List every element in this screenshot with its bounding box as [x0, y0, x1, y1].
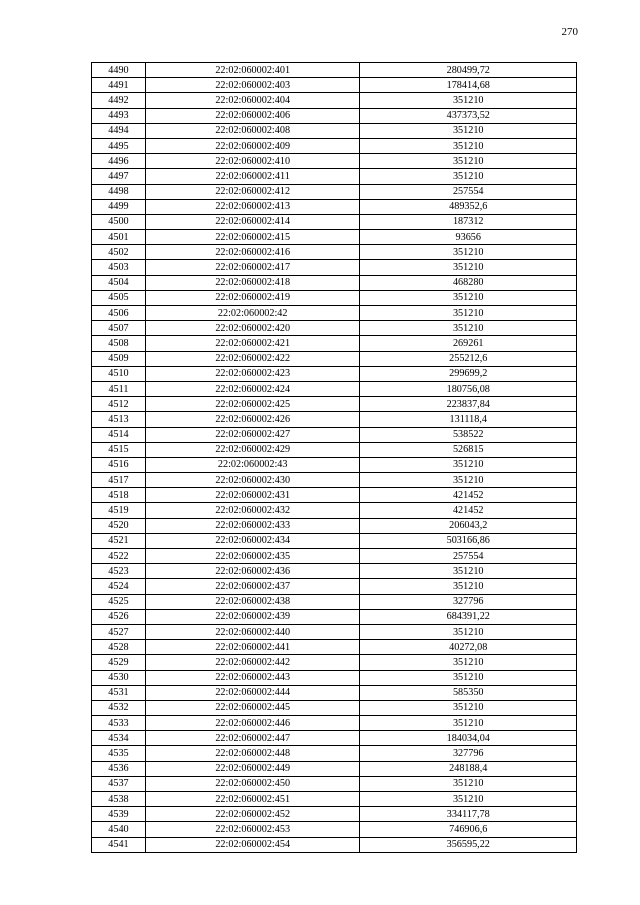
row-number-cell: 4509	[92, 351, 146, 366]
row-number-cell: 4538	[92, 792, 146, 807]
cadastral-number-cell: 22:02:060002:422	[145, 351, 360, 366]
table-row	[92, 275, 577, 290]
cadastral-value-cell: 178414,68	[360, 78, 577, 93]
cadastral-number-cell: 22:02:060002:438	[145, 594, 360, 609]
cadastral-number-cell: 22:02:060002:448	[145, 746, 360, 761]
cadastral-number-cell: 22:02:060002:429	[145, 442, 360, 457]
row-number-cell: 4497	[92, 169, 146, 184]
table-row	[92, 761, 577, 776]
cadastral-value-cell: 351210	[360, 624, 577, 639]
row-number-cell: 4526	[92, 609, 146, 624]
cadastral-value-cell: 269261	[360, 336, 577, 351]
cadastral-value-cell: 351210	[360, 473, 577, 488]
table-row	[92, 700, 577, 715]
cadastral-value-cell: 351210	[360, 154, 577, 169]
cadastral-value-cell: 351210	[360, 457, 577, 472]
row-number-cell: 4523	[92, 564, 146, 579]
cadastral-number-cell: 22:02:060002:431	[145, 488, 360, 503]
cadastral-value-cell: 351210	[360, 321, 577, 336]
table-row	[92, 518, 577, 533]
cadastral-number-cell: 22:02:060002:433	[145, 518, 360, 533]
row-number-cell: 4520	[92, 518, 146, 533]
cadastral-number-cell: 22:02:060002:420	[145, 321, 360, 336]
table-row	[92, 685, 577, 700]
row-number-cell: 4498	[92, 184, 146, 199]
cadastral-value-cell: 684391,22	[360, 609, 577, 624]
table-row	[92, 366, 577, 381]
cadastral-number-cell: 22:02:060002:430	[145, 473, 360, 488]
cadastral-number-cell: 22:02:060002:434	[145, 533, 360, 548]
row-number-cell: 4516	[92, 457, 146, 472]
cadastral-number-cell: 22:02:060002:412	[145, 184, 360, 199]
row-number-cell: 4533	[92, 716, 146, 731]
row-number-cell: 4506	[92, 306, 146, 321]
table-row	[92, 290, 577, 305]
page-number: 270	[561, 26, 578, 38]
table-row	[92, 381, 577, 396]
cadastral-value-cell: 351210	[360, 169, 577, 184]
table-row	[92, 807, 577, 822]
table-row	[92, 442, 577, 457]
row-number-cell: 4491	[92, 78, 146, 93]
cadastral-number-cell: 22:02:060002:453	[145, 822, 360, 837]
table-row	[92, 473, 577, 488]
cadastral-value-cell: 351210	[360, 260, 577, 275]
table-row	[92, 245, 577, 260]
cadastral-number-cell: 22:02:060002:401	[145, 63, 360, 78]
row-number-cell: 4496	[92, 154, 146, 169]
cadastral-number-cell: 22:02:060002:424	[145, 381, 360, 396]
cadastral-number-cell: 22:02:060002:416	[145, 245, 360, 260]
row-number-cell: 4522	[92, 549, 146, 564]
row-number-cell: 4499	[92, 199, 146, 214]
table-row	[92, 93, 577, 108]
table-row	[92, 306, 577, 321]
cadastral-value-cell: 257554	[360, 549, 577, 564]
table-row	[92, 731, 577, 746]
cadastral-number-cell: 22:02:060002:446	[145, 716, 360, 731]
cadastral-number-cell: 22:02:060002:437	[145, 579, 360, 594]
table-row	[92, 214, 577, 229]
table-row	[92, 533, 577, 548]
cadastral-value-cell: 327796	[360, 746, 577, 761]
table-row	[92, 123, 577, 138]
cadastral-value-cell: 351210	[360, 290, 577, 305]
cadastral-value-cell: 40272,08	[360, 640, 577, 655]
table-row	[92, 503, 577, 518]
table-row	[92, 655, 577, 670]
cadastral-number-cell: 22:02:060002:423	[145, 366, 360, 381]
row-number-cell: 4508	[92, 336, 146, 351]
cadastral-value-cell: 351210	[360, 564, 577, 579]
cadastral-number-cell: 22:02:060002:409	[145, 138, 360, 153]
cadastral-value-cell: 351210	[360, 306, 577, 321]
cadastral-number-cell: 22:02:060002:449	[145, 761, 360, 776]
row-number-cell: 4517	[92, 473, 146, 488]
table-row	[92, 351, 577, 366]
cadastral-value-cell: 351210	[360, 792, 577, 807]
cadastral-number-cell: 22:02:060002:432	[145, 503, 360, 518]
cadastral-number-cell: 22:02:060002:421	[145, 336, 360, 351]
table-row	[92, 822, 577, 837]
cadastral-number-cell: 22:02:060002:410	[145, 154, 360, 169]
cadastral-value-cell: 356595,22	[360, 837, 577, 852]
row-number-cell: 4531	[92, 685, 146, 700]
cadastral-value-cell: 351210	[360, 245, 577, 260]
cadastral-value-cell: 526815	[360, 442, 577, 457]
row-number-cell: 4490	[92, 63, 146, 78]
row-number-cell: 4501	[92, 230, 146, 245]
cadastral-value-cell: 351210	[360, 670, 577, 685]
table-row	[92, 154, 577, 169]
cadastral-value-cell: 334117,78	[360, 807, 577, 822]
row-number-cell: 4525	[92, 594, 146, 609]
table-row	[92, 63, 577, 78]
cadastral-value-cell: 223837,84	[360, 397, 577, 412]
row-number-cell: 4503	[92, 260, 146, 275]
cadastral-value-cell: 299699,2	[360, 366, 577, 381]
row-number-cell: 4540	[92, 822, 146, 837]
row-number-cell: 4535	[92, 746, 146, 761]
row-number-cell: 4532	[92, 700, 146, 715]
row-number-cell: 4530	[92, 670, 146, 685]
row-number-cell: 4514	[92, 427, 146, 442]
cadastral-number-cell: 22:02:060002:413	[145, 199, 360, 214]
table-row	[92, 776, 577, 791]
cadastral-value-cell: 248188,4	[360, 761, 577, 776]
table-row	[92, 412, 577, 427]
table-row	[92, 199, 577, 214]
row-number-cell: 4519	[92, 503, 146, 518]
cadastral-number-cell: 22:02:060002:440	[145, 624, 360, 639]
table-row	[92, 549, 577, 564]
cadastral-number-cell: 22:02:060002:439	[145, 609, 360, 624]
cadastral-value-table	[91, 62, 577, 853]
table-row	[92, 260, 577, 275]
cadastral-number-cell: 22:02:060002:414	[145, 214, 360, 229]
table-row	[92, 184, 577, 199]
cadastral-value-cell: 489352,6	[360, 199, 577, 214]
cadastral-number-cell: 22:02:060002:447	[145, 731, 360, 746]
cadastral-number-cell: 22:02:060002:444	[145, 685, 360, 700]
cadastral-value-cell: 421452	[360, 488, 577, 503]
cadastral-number-cell: 22:02:060002:425	[145, 397, 360, 412]
table-row	[92, 78, 577, 93]
table-row	[92, 457, 577, 472]
row-number-cell: 4536	[92, 761, 146, 776]
cadastral-value-cell: 351210	[360, 123, 577, 138]
table-row	[92, 594, 577, 609]
cadastral-value-cell: 538522	[360, 427, 577, 442]
cadastral-number-cell: 22:02:060002:42	[145, 306, 360, 321]
table-row	[92, 488, 577, 503]
table-row	[92, 746, 577, 761]
cadastral-value-cell: 351210	[360, 776, 577, 791]
row-number-cell: 4507	[92, 321, 146, 336]
cadastral-number-cell: 22:02:060002:443	[145, 670, 360, 685]
table-row	[92, 138, 577, 153]
table-row	[92, 427, 577, 442]
row-number-cell: 4527	[92, 624, 146, 639]
cadastral-value-cell: 180756,08	[360, 381, 577, 396]
cadastral-value-cell: 351210	[360, 138, 577, 153]
row-number-cell: 4537	[92, 776, 146, 791]
table-row	[92, 579, 577, 594]
cadastral-value-cell: 351210	[360, 655, 577, 670]
cadastral-number-cell: 22:02:060002:417	[145, 260, 360, 275]
cadastral-number-cell: 22:02:060002:452	[145, 807, 360, 822]
row-number-cell: 4511	[92, 381, 146, 396]
table-row	[92, 624, 577, 639]
row-number-cell: 4492	[92, 93, 146, 108]
cadastral-number-cell: 22:02:060002:436	[145, 564, 360, 579]
cadastral-value-cell: 421452	[360, 503, 577, 518]
table-row	[92, 336, 577, 351]
table-row	[92, 108, 577, 123]
cadastral-value-cell: 184034,04	[360, 731, 577, 746]
cadastral-number-cell: 22:02:060002:415	[145, 230, 360, 245]
cadastral-number-cell: 22:02:060002:450	[145, 776, 360, 791]
cadastral-value-cell: 351210	[360, 579, 577, 594]
cadastral-value-cell: 351210	[360, 700, 577, 715]
row-number-cell: 4528	[92, 640, 146, 655]
cadastral-value-cell: 255212,6	[360, 351, 577, 366]
row-number-cell: 4504	[92, 275, 146, 290]
row-number-cell: 4500	[92, 214, 146, 229]
cadastral-number-cell: 22:02:060002:411	[145, 169, 360, 184]
cadastral-value-cell: 280499,72	[360, 63, 577, 78]
row-number-cell: 4510	[92, 366, 146, 381]
row-number-cell: 4529	[92, 655, 146, 670]
cadastral-number-cell: 22:02:060002:427	[145, 427, 360, 442]
row-number-cell: 4518	[92, 488, 146, 503]
row-number-cell: 4521	[92, 533, 146, 548]
cadastral-number-cell: 22:02:060002:403	[145, 78, 360, 93]
cadastral-number-cell: 22:02:060002:404	[145, 93, 360, 108]
cadastral-number-cell: 22:02:060002:435	[145, 549, 360, 564]
row-number-cell: 4505	[92, 290, 146, 305]
table-row	[92, 321, 577, 336]
row-number-cell: 4512	[92, 397, 146, 412]
row-number-cell: 4494	[92, 123, 146, 138]
cadastral-number-cell: 22:02:060002:445	[145, 700, 360, 715]
row-number-cell: 4513	[92, 412, 146, 427]
table-row	[92, 640, 577, 655]
cadastral-value-cell: 468280	[360, 275, 577, 290]
cadastral-value-cell: 187312	[360, 214, 577, 229]
table-row	[92, 716, 577, 731]
cadastral-number-cell: 22:02:060002:418	[145, 275, 360, 290]
cadastral-number-cell: 22:02:060002:419	[145, 290, 360, 305]
cadastral-value-cell: 351210	[360, 93, 577, 108]
cadastral-number-cell: 22:02:060002:454	[145, 837, 360, 852]
table-row	[92, 670, 577, 685]
row-number-cell: 4495	[92, 138, 146, 153]
cadastral-number-cell: 22:02:060002:406	[145, 108, 360, 123]
cadastral-number-cell: 22:02:060002:451	[145, 792, 360, 807]
table-row	[92, 792, 577, 807]
table-row	[92, 564, 577, 579]
row-number-cell: 4515	[92, 442, 146, 457]
table-body	[92, 63, 577, 853]
cadastral-value-cell: 93656	[360, 230, 577, 245]
cadastral-value-cell: 351210	[360, 716, 577, 731]
table-row	[92, 837, 577, 852]
table-row	[92, 230, 577, 245]
cadastral-value-cell: 437373,52	[360, 108, 577, 123]
cadastral-number-cell: 22:02:060002:442	[145, 655, 360, 670]
cadastral-value-cell: 257554	[360, 184, 577, 199]
table-row	[92, 609, 577, 624]
cadastral-value-cell: 585350	[360, 685, 577, 700]
table-row	[92, 169, 577, 184]
cadastral-number-cell: 22:02:060002:408	[145, 123, 360, 138]
row-number-cell: 4534	[92, 731, 146, 746]
cadastral-value-cell: 131118,4	[360, 412, 577, 427]
row-number-cell: 4502	[92, 245, 146, 260]
row-number-cell: 4541	[92, 837, 146, 852]
cadastral-value-cell: 746906,6	[360, 822, 577, 837]
row-number-cell: 4539	[92, 807, 146, 822]
cadastral-number-cell: 22:02:060002:43	[145, 457, 360, 472]
cadastral-value-cell: 327796	[360, 594, 577, 609]
row-number-cell: 4524	[92, 579, 146, 594]
table-row	[92, 397, 577, 412]
row-number-cell: 4493	[92, 108, 146, 123]
cadastral-number-cell: 22:02:060002:441	[145, 640, 360, 655]
cadastral-value-cell: 206043,2	[360, 518, 577, 533]
cadastral-value-cell: 503166,86	[360, 533, 577, 548]
cadastral-number-cell: 22:02:060002:426	[145, 412, 360, 427]
